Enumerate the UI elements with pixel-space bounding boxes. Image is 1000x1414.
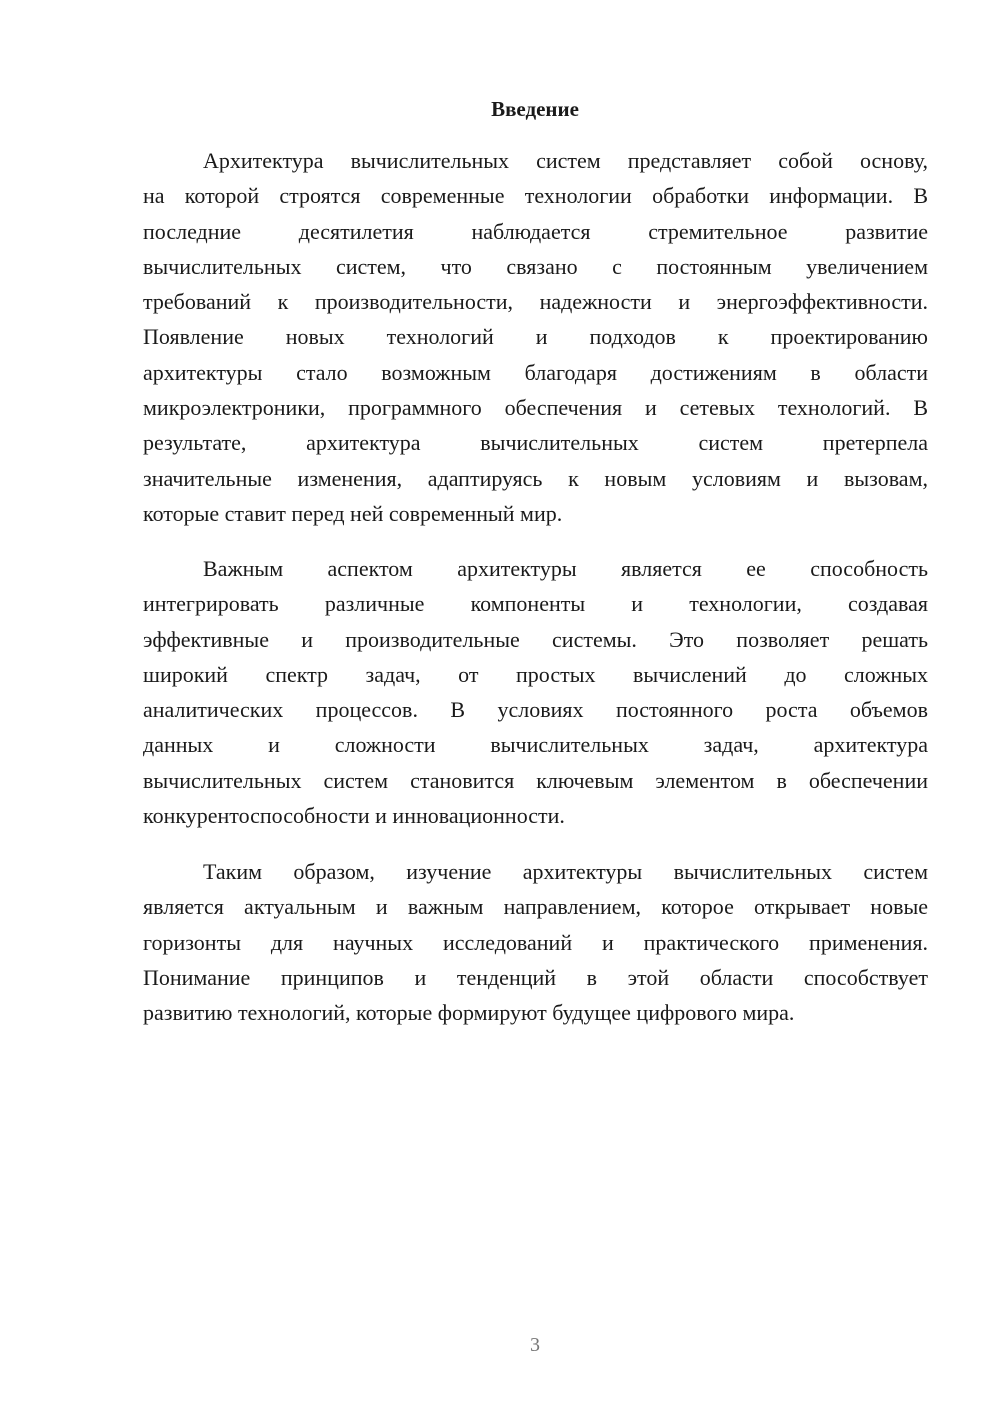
text-line: вычислительных систем, что связано с постоянным увеличением	[143, 253, 928, 279]
text-line: значительные изменения, адаптируясь к новым условиям и вызовам,	[143, 465, 928, 491]
text-line: вычислительных систем становится ключевым элементом в обеспечении	[143, 767, 928, 793]
text-line: требований к производительности, надежности и энергоэффективности.	[143, 289, 928, 315]
text-line: конкурентоспособности и инновационности.	[143, 803, 565, 829]
page-number: 3	[530, 1334, 540, 1356]
text-line: Важным аспектом архитектуры является ее способность	[203, 556, 928, 581]
paragraph-2	[143, 551, 928, 833]
text-line: результате, архитектура вычислительных систем претерпела	[143, 430, 928, 456]
text-line: микроэлектроники, программного обеспечения и сетевых технологий. В	[143, 395, 928, 421]
text-line: эффективные и производительные системы. Это позволяет решать	[143, 626, 928, 652]
text-line: Появление новых технологий и подходов к проектированию	[143, 324, 928, 350]
text-line: данных и сложности вычислительных задач, архитектура	[143, 732, 928, 758]
text-line: которые ставит перед ней современный мир.	[143, 500, 563, 526]
text-line: Понимание принципов и тенденций в этой области способствует	[143, 964, 928, 990]
text-line: Таким образом, изучение архитектуры вычислительных систем	[203, 859, 928, 884]
text-line: широкий спектр задач, от простых вычислений до сложных	[143, 661, 928, 687]
text-line: на которой строятся современные технологии обработки информации. В	[143, 183, 928, 209]
text-line: последние десятилетия наблюдается стремительное развитие	[143, 218, 928, 244]
section-title: Введение	[491, 97, 579, 121]
text-line: является актуальным и важным направлением, которое открывает новые	[143, 894, 928, 920]
text-line: горизонты для научных исследований и практического применения.	[143, 929, 928, 955]
paragraph-1	[143, 143, 928, 531]
text-line: развитию технологий, которые формируют будущее цифрового мира.	[143, 1000, 795, 1026]
paragraph-3	[143, 854, 928, 1030]
text-line: интегрировать различные компоненты и технологии, создавая	[143, 591, 928, 617]
text-line: архитектуры стало возможным благодаря достижениям в области	[143, 359, 928, 385]
text-line: Архитектура вычислительных систем представляет собой основу,	[203, 148, 928, 173]
text-line: аналитических процессов. В условиях постоянного роста объемов	[143, 697, 928, 723]
